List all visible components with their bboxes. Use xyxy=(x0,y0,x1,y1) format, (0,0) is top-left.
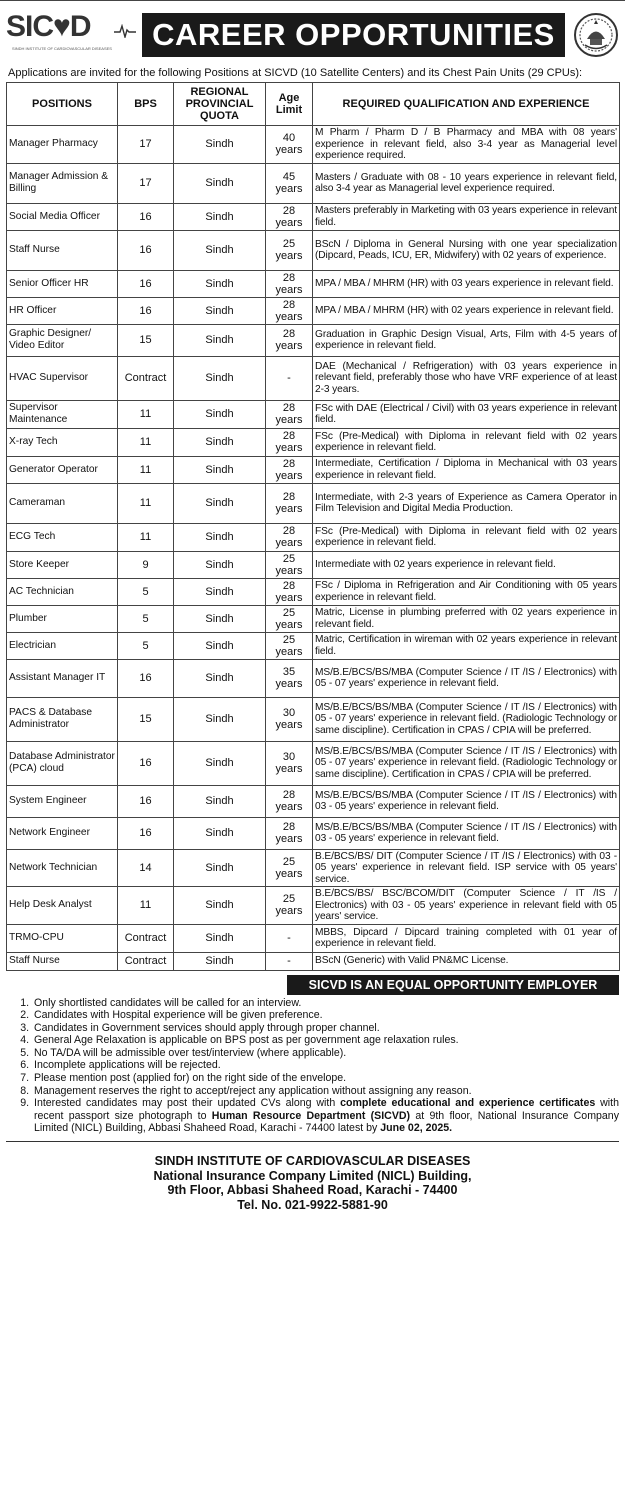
qualification-cell: FSc with DAE (Electrical / Civil) with 03 years experience in relevant field. xyxy=(313,400,620,428)
table-row xyxy=(7,785,620,817)
position-cell: System Engineer xyxy=(7,785,118,817)
age-limit-cell: 25 years xyxy=(266,605,313,632)
table-row xyxy=(7,297,620,324)
equal-opportunity-banner: SICVD IS AN EQUAL OPPORTUNITY EMPLOYER xyxy=(287,975,619,995)
position-cell: Graphic Designer/ Video Editor xyxy=(7,324,118,356)
age-limit-cell: 25 years xyxy=(266,551,313,578)
positions-table xyxy=(6,82,620,971)
quota-cell: Sindh xyxy=(174,849,266,887)
age-limit-cell: - xyxy=(266,356,313,400)
table-row xyxy=(7,203,620,230)
quota-cell: Sindh xyxy=(174,697,266,741)
quota-cell: Sindh xyxy=(174,400,266,428)
position-cell: Assistant Manager IT xyxy=(7,659,118,697)
bps-cell: 16 xyxy=(118,270,174,297)
quota-cell: Sindh xyxy=(174,324,266,356)
table-row xyxy=(7,163,620,203)
bps-cell: 16 xyxy=(118,659,174,697)
bps-cell: Contract xyxy=(118,924,174,952)
note-item: 3. Candidates in Government services should apply through proper channel. xyxy=(32,1022,619,1035)
quota-cell: Sindh xyxy=(174,428,266,456)
qualification-cell: Matric, License in plumbing preferred with 02 years experience in relevant field. xyxy=(313,605,620,632)
qualification-cell: B.E/BCS/BS/ DIT (Computer Science / IT /IS / Electronics) with 03 - 05 years' experience in relevant field. ISP service with 05 years' service. xyxy=(313,849,620,887)
bps-cell: 15 xyxy=(118,324,174,356)
bps-cell: 16 xyxy=(118,785,174,817)
age-limit-cell: 28 years xyxy=(266,270,313,297)
position-cell: Generator Operator xyxy=(7,456,118,483)
qualification-cell: FSc (Pre-Medical) with Diploma in relevant field with 02 years experience in relevant field. xyxy=(313,523,620,551)
note-text: with recent passport size photograph to xyxy=(34,1097,619,1122)
qualification-cell: Intermediate with 02 years experience in relevant field. xyxy=(313,551,620,578)
bps-cell: Contract xyxy=(118,356,174,400)
bps-cell: 16 xyxy=(118,741,174,785)
qualification-cell: M Pharm / Pharm D / B Pharmacy and MBA with 08 years' experience in relevant field, also 3-4 year as Managerial level experience required. xyxy=(313,126,620,164)
position-cell: Manager Pharmacy xyxy=(7,126,118,164)
qualification-cell: BScN / Diploma in General Nursing with one year specialization (Dipcard, Peads, ICU, ER, Midwifery) with 02 years of experience. xyxy=(313,230,620,270)
note-item-application xyxy=(32,1097,619,1135)
note-item: 4. General Age Relaxation is applicable on BPS post as per government age relaxation rules. xyxy=(32,1034,619,1047)
qualification-cell: DAE (Mechanical / Refrigeration) with 03 years experience in relevant field, preferably those who have VRF experience of at least 2-3 years. xyxy=(313,356,620,400)
bps-cell: 16 xyxy=(118,230,174,270)
age-limit-cell: 28 years xyxy=(266,203,313,230)
quota-cell: Sindh xyxy=(174,126,266,164)
qualification-cell: FSc / Diploma in Refrigeration and Air Conditioning with 05 years experience in relevant field. xyxy=(313,578,620,605)
quota-cell: Sindh xyxy=(174,163,266,203)
quota-cell: Sindh xyxy=(174,659,266,697)
qualification-cell: Intermediate, with 2-3 years of Experience as Camera Operator in Film Television and Digital Media Production. xyxy=(313,483,620,523)
position-cell: HR Officer xyxy=(7,297,118,324)
bps-cell: 16 xyxy=(118,817,174,849)
age-limit-cell: 28 years xyxy=(266,400,313,428)
table-row xyxy=(7,659,620,697)
position-cell: X-ray Tech xyxy=(7,428,118,456)
age-limit-cell: 30 years xyxy=(266,741,313,785)
age-limit-cell: 45 years xyxy=(266,163,313,203)
note-item: 1. Only shortlisted candidates will be called for an interview. xyxy=(32,997,619,1010)
bps-cell: 16 xyxy=(118,203,174,230)
position-cell: Staff Nurse xyxy=(7,952,118,970)
age-limit-cell: 28 years xyxy=(266,324,313,356)
note-item: 6. Incomplete applications will be rejected. xyxy=(32,1059,619,1072)
bps-cell: 11 xyxy=(118,483,174,523)
table-row xyxy=(7,356,620,400)
age-limit-cell: 28 years xyxy=(266,785,313,817)
position-cell: Senior Officer HR xyxy=(7,270,118,297)
quota-cell: Sindh xyxy=(174,952,266,970)
header-positions: POSITIONS xyxy=(7,83,118,126)
table-row xyxy=(7,483,620,523)
note-emphasis: Human Resource Department (SICVD) xyxy=(211,1109,411,1122)
header xyxy=(6,7,619,63)
bps-cell: 15 xyxy=(118,697,174,741)
header-qualification: REQUIRED QUALIFICATION AND EXPERIENCE xyxy=(313,83,620,126)
qualification-cell: MS/B.E/BCS/BS/MBA (Computer Science / IT /IS / Electronics) with 03 - 05 years' experience in relevant field. xyxy=(313,817,620,849)
age-limit-cell: 35 years xyxy=(266,659,313,697)
age-limit-cell: - xyxy=(266,924,313,952)
notes-list xyxy=(6,997,619,1136)
quota-cell: Sindh xyxy=(174,456,266,483)
table-row xyxy=(7,456,620,483)
table-row xyxy=(7,270,620,297)
qualification-cell: MS/B.E/BCS/BS/MBA (Computer Science / IT /IS / Electronics) with 03 - 05 years' experience in relevant field. xyxy=(313,785,620,817)
bps-cell: 11 xyxy=(118,456,174,483)
bps-cell: Contract xyxy=(118,952,174,970)
age-limit-cell: 25 years xyxy=(266,849,313,887)
note-item: 7. Please mention post (applied for) on the right side of the envelope. xyxy=(32,1072,619,1085)
intro-text: Applications are invited for the following Positions at SICVD (10 Satellite Centers) and its Chest Pain Units (29 CPUs): xyxy=(8,67,583,79)
top-border xyxy=(0,0,625,7)
quota-cell: Sindh xyxy=(174,297,266,324)
age-limit-cell: 28 years xyxy=(266,428,313,456)
footer-street: 9th Floor, Abbasi Shaheed Road, Karachi - 74400 xyxy=(167,1183,458,1198)
note-text: Interested candidates may post their updated CVs along with xyxy=(34,1097,341,1110)
quota-cell: Sindh xyxy=(174,523,266,551)
quota-cell: Sindh xyxy=(174,817,266,849)
bps-cell: 17 xyxy=(118,163,174,203)
table-row xyxy=(7,230,620,270)
position-cell: Plumber xyxy=(7,605,118,632)
note-item: 5. No TA/DA will be admissible over test/interview (where applicable). xyxy=(32,1047,619,1060)
position-cell: Staff Nurse xyxy=(7,230,118,270)
position-cell: Database Administrator (PCA) cloud xyxy=(7,741,118,785)
table-row xyxy=(7,849,620,887)
position-cell: Manager Admission & Billing xyxy=(7,163,118,203)
age-limit-cell: 25 years xyxy=(266,632,313,659)
quota-cell: Sindh xyxy=(174,483,266,523)
age-limit-cell: 28 years xyxy=(266,578,313,605)
government-seal-icon xyxy=(573,12,619,58)
age-limit-cell: 25 years xyxy=(266,230,313,270)
qualification-cell: MS/B.E/BCS/BS/MBA (Computer Science / IT /IS / Electronics) with 05 - 07 years' experience in relevant field. xyxy=(313,659,620,697)
footer-phone: Tel. No. 021-9922-5881-90 xyxy=(237,1197,388,1212)
qualification-cell: MS/B.E/BCS/BS/MBA (Computer Science / IT /IS / Electronics) with 05 - 07 years' experience in relevant field. (Radiologic Technology or same discipline). Certification in CPAS / CPIA will be preferred. xyxy=(313,741,620,785)
position-cell: ECG Tech xyxy=(7,523,118,551)
quota-cell: Sindh xyxy=(174,230,266,270)
heartbeat-icon xyxy=(114,24,136,38)
quota-cell: Sindh xyxy=(174,270,266,297)
qualification-cell: B.E/BCS/BS/ BSC/BCOM/DIT (Computer Science / IT /IS / Electronics) with 03 - 05 years' experience in relevant field with 05 years' service. xyxy=(313,887,620,925)
footer-institute: SINDH INSTITUTE OF CARDIOVASCULAR DISEASES xyxy=(154,1154,471,1169)
position-cell: Network Engineer xyxy=(7,817,118,849)
bps-cell: 5 xyxy=(118,605,174,632)
qualification-cell: Intermediate, Certification / Diploma in Mechanical with 03 years experience in relevant field. xyxy=(313,456,620,483)
age-limit-cell: 28 years xyxy=(266,297,313,324)
position-cell: PACS & Database Administrator xyxy=(7,697,118,741)
position-cell: TRMO-CPU xyxy=(7,924,118,952)
position-cell: AC Technician xyxy=(7,578,118,605)
quota-cell: Sindh xyxy=(174,632,266,659)
bps-cell: 9 xyxy=(118,551,174,578)
age-limit-cell: 28 years xyxy=(266,483,313,523)
table-row xyxy=(7,578,620,605)
qualification-cell: Graduation in Graphic Design Visual, Arts, Film with 4-5 years of experience in relevant field. xyxy=(313,324,620,356)
bps-cell: 11 xyxy=(118,887,174,925)
table-row xyxy=(7,924,620,952)
qualification-cell: Matric, Certification in wireman with 02 years experience in relevant field. xyxy=(313,632,620,659)
position-cell: Store Keeper xyxy=(7,551,118,578)
table-row xyxy=(7,324,620,356)
table-row xyxy=(7,817,620,849)
bps-cell: 5 xyxy=(118,632,174,659)
bps-cell: 17 xyxy=(118,126,174,164)
age-limit-cell: - xyxy=(266,952,313,970)
sicvd-logo xyxy=(6,10,136,60)
age-limit-cell: 25 years xyxy=(266,887,313,925)
table-body xyxy=(7,126,620,971)
bps-cell: 5 xyxy=(118,578,174,605)
age-limit-cell: 40 years xyxy=(266,126,313,164)
table-row xyxy=(7,632,620,659)
position-cell: Supervisor Maintenance xyxy=(7,400,118,428)
quota-cell: Sindh xyxy=(174,924,266,952)
footer-address xyxy=(6,1154,619,1212)
qualification-cell: MBBS, Dipcard / Dipcard training completed with 01 year of experience in relevant field. xyxy=(313,924,620,952)
bps-cell: 11 xyxy=(118,428,174,456)
position-cell: Social Media Officer xyxy=(7,203,118,230)
table-row xyxy=(7,741,620,785)
table-row xyxy=(7,551,620,578)
position-cell: Electrician xyxy=(7,632,118,659)
bps-cell: 16 xyxy=(118,297,174,324)
table-row xyxy=(7,400,620,428)
equal-opportunity-row xyxy=(6,975,619,995)
bps-cell: 11 xyxy=(118,400,174,428)
position-cell: HVAC Supervisor xyxy=(7,356,118,400)
table-row xyxy=(7,697,620,741)
note-emphasis: complete educational and experience certificates xyxy=(340,1097,596,1110)
position-cell: Help Desk Analyst xyxy=(7,887,118,925)
bps-cell: 14 xyxy=(118,849,174,887)
table-row xyxy=(7,887,620,925)
table-row xyxy=(7,605,620,632)
header-bps: BPS xyxy=(118,83,174,126)
age-limit-cell: 28 years xyxy=(266,817,313,849)
age-limit-cell: 28 years xyxy=(266,523,313,551)
position-cell: Network Technician xyxy=(7,849,118,887)
quota-cell: Sindh xyxy=(174,578,266,605)
quota-cell: Sindh xyxy=(174,605,266,632)
qualification-cell: Masters preferably in Marketing with 03 years experience in relevant field. xyxy=(313,203,620,230)
quota-cell: Sindh xyxy=(174,356,266,400)
age-limit-cell: 30 years xyxy=(266,697,313,741)
qualification-cell: MPA / MBA / MHRM (HR) with 03 years experience in relevant field. xyxy=(313,270,620,297)
table-row xyxy=(7,126,620,164)
header-quota: REGIONAL PROVINCIAL QUOTA xyxy=(174,83,266,126)
header-age-limit: Age Limit xyxy=(266,83,313,126)
note-text: at 9th floor, National Insurance Company Limited (NICL) Building, Abbasi Shaheed Road, Karachi - 74400 latest by xyxy=(34,1109,619,1135)
footer-divider xyxy=(6,1141,619,1142)
qualification-cell: BScN (Generic) with Valid PN&MC License. xyxy=(313,952,620,970)
qualification-cell: Masters / Graduate with 08 - 10 years experience in relevant field, also 3-4 year as Managerial level experience required. xyxy=(313,163,620,203)
qualification-cell: MPA / MBA / MHRM (HR) with 02 years experience in relevant field. xyxy=(313,297,620,324)
quota-cell: Sindh xyxy=(174,551,266,578)
qualification-cell: MS/B.E/BCS/BS/MBA (Computer Science / IT /IS / Electronics) with 05 - 07 years' experience in relevant field. (Radiologic Technology or same discipline). Certification in CPAS / CPIA will be preferred. xyxy=(313,697,620,741)
note-item: 2. Candidates with Hospital experience will be given preference. xyxy=(32,1009,619,1022)
position-cell: Cameraman xyxy=(7,483,118,523)
table-row xyxy=(7,523,620,551)
banner-title: CAREER OPPORTUNITIES xyxy=(142,13,565,57)
note-emphasis: June 02, 2025. xyxy=(380,1122,453,1135)
note-item: 8. Management reserves the right to accept/reject any application without assigning any reason. xyxy=(32,1085,619,1098)
quota-cell: Sindh xyxy=(174,203,266,230)
table-row xyxy=(7,428,620,456)
table-row xyxy=(7,952,620,970)
quota-cell: Sindh xyxy=(174,785,266,817)
logo-text: SIC♥D xyxy=(6,10,91,43)
logo-subtitle: SINDH INSTITUTE OF CARDIOVASCULAR DISEASES xyxy=(12,46,112,51)
bps-cell: 11 xyxy=(118,523,174,551)
footer-building: National Insurance Company Limited (NICL) Building, xyxy=(153,1168,472,1183)
age-limit-cell: 28 years xyxy=(266,456,313,483)
qualification-cell: FSc (Pre-Medical) with Diploma in relevant field with 02 years experience in relevant field. xyxy=(313,428,620,456)
quota-cell: Sindh xyxy=(174,887,266,925)
table-header-row xyxy=(7,83,620,126)
quota-cell: Sindh xyxy=(174,741,266,785)
